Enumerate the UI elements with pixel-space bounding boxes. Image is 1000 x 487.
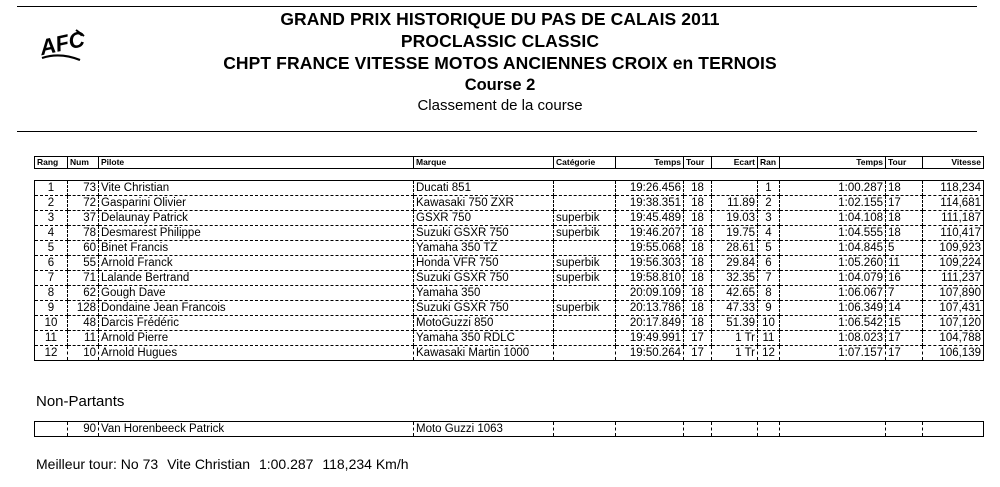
table-cell: 19:38.351 [616, 196, 684, 211]
course-title: Course 2 [464, 76, 536, 94]
table-cell: 19:45.489 [616, 211, 684, 226]
table-cell: 5 [886, 241, 923, 256]
table-cell: Suzuki GSXR 750 [414, 301, 554, 316]
best-lap [36, 456, 414, 472]
table-cell: 12 [35, 346, 68, 361]
table-cell: 10 [758, 316, 780, 331]
table-cell: 1:06.067 [780, 286, 886, 301]
table-cell [758, 422, 780, 437]
table-cell: 1:04.108 [780, 211, 886, 226]
table-cell: 90 [68, 422, 99, 437]
table-cell: 37 [68, 211, 99, 226]
table-cell: 11.89 [712, 196, 758, 211]
table-row [35, 211, 984, 226]
table-cell: 1:07.157 [780, 346, 886, 361]
table-cell: 128 [68, 301, 99, 316]
col-header: Tour [886, 157, 923, 169]
col-header: Temps [616, 157, 684, 169]
table-cell: Darcis Frédéric [99, 316, 414, 331]
table-cell: 4 [35, 226, 68, 241]
table-cell [554, 346, 616, 361]
table-cell: 60 [68, 241, 99, 256]
table-cell: 6 [758, 256, 780, 271]
best-lap-speed: 118,234 Km/h [322, 456, 409, 472]
title-line-3: CHPT FRANCE VITESSE MOTOS ANCIENNES CROIX en TERNOIS [223, 53, 777, 73]
best-lap-time: 1:00.287 [258, 456, 314, 472]
title-line-2: PROCLASSIC CLASSIC [400, 31, 600, 51]
table-cell: 18 [684, 226, 712, 241]
table-cell: Kawasaki 750 ZXR [414, 196, 554, 211]
col-header: Vitesse [923, 157, 984, 169]
table-cell: 110,417 [923, 226, 984, 241]
table-cell: 20:17.849 [616, 316, 684, 331]
col-header: Ran [758, 157, 780, 169]
col-header: Marque [414, 157, 554, 169]
table-cell: Desmarest Philippe [99, 226, 414, 241]
table-cell [35, 422, 68, 437]
table-cell: 1:06.349 [780, 301, 886, 316]
table-cell: 51.39 [712, 316, 758, 331]
table-cell [923, 422, 984, 437]
table-cell: 12 [758, 346, 780, 361]
table-cell: 1:00.287 [780, 181, 886, 196]
table-cell: 19:55.068 [616, 241, 684, 256]
table-cell: 28.61 [712, 241, 758, 256]
table-row [35, 331, 984, 346]
table-cell: 72 [68, 196, 99, 211]
table-cell: Arnold Pierre [99, 331, 414, 346]
table-cell: Vite Christian [99, 181, 414, 196]
table-cell: Dondaine Jean Francois [99, 301, 414, 316]
table-cell [554, 196, 616, 211]
table-cell: 11 [758, 331, 780, 346]
table-cell: 8 [758, 286, 780, 301]
table-cell: 8 [35, 286, 68, 301]
table-cell: 17 [886, 196, 923, 211]
table-cell [712, 181, 758, 196]
col-header: Rang [35, 157, 68, 169]
table-cell: 1:04.845 [780, 241, 886, 256]
table-cell: 18 [684, 301, 712, 316]
table-cell [554, 331, 616, 346]
header-rule [17, 131, 977, 132]
table-cell: 109,224 [923, 256, 984, 271]
table-cell: 18 [684, 196, 712, 211]
table-cell [554, 316, 616, 331]
table-cell: 104,788 [923, 331, 984, 346]
table-cell: 106,139 [923, 346, 984, 361]
table-cell: Suzuki GSXR 750 [414, 226, 554, 241]
table-cell: GSXR 750 [414, 211, 554, 226]
non-partants-table [34, 421, 984, 437]
table-row [35, 286, 984, 301]
table-cell: 7 [886, 286, 923, 301]
table-row [35, 346, 984, 361]
table-cell: 107,890 [923, 286, 984, 301]
table-cell: 111,187 [923, 211, 984, 226]
table-cell: 18 [684, 241, 712, 256]
table-cell: 19:50.264 [616, 346, 684, 361]
table-cell: 11 [35, 331, 68, 346]
table-cell: superbik [554, 211, 616, 226]
table-cell: 18 [684, 271, 712, 286]
table-cell: 78 [68, 226, 99, 241]
table-cell: 18 [684, 316, 712, 331]
table-cell: superbik [554, 226, 616, 241]
table-cell: 114,681 [923, 196, 984, 211]
table-cell: Honda VFR 750 [414, 256, 554, 271]
table-cell: Yamaha 350 [414, 286, 554, 301]
table-cell: Van Horenbeeck Patrick [99, 422, 414, 437]
results-header-row [35, 157, 984, 169]
table-cell: 15 [886, 316, 923, 331]
table-cell: 1:08.023 [780, 331, 886, 346]
table-cell: 107,120 [923, 316, 984, 331]
col-header: Ecart [712, 157, 758, 169]
table-cell: 19:49.991 [616, 331, 684, 346]
table-cell: superbik [554, 271, 616, 286]
table-cell: 7 [35, 271, 68, 286]
table-cell: 19.03 [712, 211, 758, 226]
table-cell: 18 [886, 226, 923, 241]
table-row [35, 316, 984, 331]
table-cell [886, 422, 923, 437]
table-cell: 1:04.079 [780, 271, 886, 286]
table-cell: 19:26.456 [616, 181, 684, 196]
table-cell: 1:04.555 [780, 226, 886, 241]
table-cell: 6 [35, 256, 68, 271]
table-cell: 17 [886, 346, 923, 361]
table-cell: 1 [35, 181, 68, 196]
best-lap-pilot: Vite Christian [167, 456, 251, 472]
header-titles [140, 8, 860, 116]
table-cell: 3 [35, 211, 68, 226]
table-cell: Yamaha 350 TZ [414, 241, 554, 256]
table-cell: 1:02.155 [780, 196, 886, 211]
table-cell: 109,923 [923, 241, 984, 256]
best-lap-label: Meilleur tour: No 73 [36, 456, 159, 472]
table-cell: Lalande Bertrand [99, 271, 414, 286]
table-cell: 71 [68, 271, 99, 286]
table-cell: 10 [35, 316, 68, 331]
table-cell: 1:06.542 [780, 316, 886, 331]
table-cell: 2 [35, 196, 68, 211]
table-cell: 47.33 [712, 301, 758, 316]
table-cell: 17 [886, 331, 923, 346]
logo-text: AFC [37, 26, 87, 61]
table-cell: Arnold Franck [99, 256, 414, 271]
table-cell: 16 [886, 271, 923, 286]
table-cell [616, 422, 684, 437]
table-cell [712, 422, 758, 437]
col-header: Tour [684, 157, 712, 169]
table-row [35, 271, 984, 286]
table-cell: 1:05.260 [780, 256, 886, 271]
table-cell: 118,234 [923, 181, 984, 196]
table-cell: 48 [68, 316, 99, 331]
table-cell: 7 [758, 271, 780, 286]
table-cell: 55 [68, 256, 99, 271]
table-cell: 4 [758, 226, 780, 241]
table-cell: 18 [684, 286, 712, 301]
table-cell: Suzuki GSXR 750 [414, 271, 554, 286]
table-row [35, 196, 984, 211]
table-cell: 11 [68, 331, 99, 346]
table-cell: superbik [554, 301, 616, 316]
non-partant-row [35, 422, 984, 437]
table-row [35, 226, 984, 241]
table-cell: 20:13.786 [616, 301, 684, 316]
table-cell: 5 [758, 241, 780, 256]
table-cell: 1 [758, 181, 780, 196]
col-header: Num [68, 157, 99, 169]
non-partants-label: Non-Partants [36, 393, 125, 410]
table-cell: Moto Guzzi 1063 [414, 422, 554, 437]
top-rule [17, 6, 977, 7]
table-cell: 107,431 [923, 301, 984, 316]
table-cell: 18 [684, 256, 712, 271]
table-cell [780, 422, 886, 437]
table-cell: 19.75 [712, 226, 758, 241]
col-header: Pilote [99, 157, 414, 169]
course-subtitle: Classement de la course [417, 97, 583, 114]
table-cell: 5 [35, 241, 68, 256]
table-cell: 18 [684, 181, 712, 196]
table-cell [554, 286, 616, 301]
table-cell [684, 422, 712, 437]
table-cell: 18 [684, 211, 712, 226]
table-cell: 17 [684, 346, 712, 361]
col-header: Catégorie [554, 157, 616, 169]
table-row [35, 241, 984, 256]
table-row [35, 256, 984, 271]
table-cell: 73 [68, 181, 99, 196]
table-cell: 11 [886, 256, 923, 271]
table-cell: 42.65 [712, 286, 758, 301]
col-header: Temps [780, 157, 886, 169]
table-cell: Kawasaki Martin 1000 [414, 346, 554, 361]
table-cell: 3 [758, 211, 780, 226]
table-cell: 19:46.207 [616, 226, 684, 241]
table-cell: 19:56.303 [616, 256, 684, 271]
table-row [35, 301, 984, 316]
table-cell: 32.35 [712, 271, 758, 286]
table-cell: 10 [68, 346, 99, 361]
table-cell: 1 Tr [712, 331, 758, 346]
table-cell: superbik [554, 256, 616, 271]
table-cell [554, 422, 616, 437]
table-cell: 14 [886, 301, 923, 316]
table-cell: Ducati 851 [414, 181, 554, 196]
table-cell: 2 [758, 196, 780, 211]
table-cell: 18 [886, 211, 923, 226]
afc-logo [36, 22, 92, 70]
table-cell: 19:58.810 [616, 271, 684, 286]
table-cell: Gasparini Olivier [99, 196, 414, 211]
table-cell: MotoGuzzi 850 [414, 316, 554, 331]
table-cell: Binet Francis [99, 241, 414, 256]
title-line-1: GRAND PRIX HISTORIQUE DU PAS DE CALAIS 2011 [280, 9, 720, 29]
table-cell [554, 241, 616, 256]
table-cell: 1 Tr [712, 346, 758, 361]
table-cell: Arnold Hugues [99, 346, 414, 361]
table-cell: 9 [35, 301, 68, 316]
table-cell: 111,237 [923, 271, 984, 286]
results-table [34, 156, 984, 361]
table-cell: Delaunay Patrick [99, 211, 414, 226]
table-row [35, 181, 984, 196]
table-cell: 20:09.109 [616, 286, 684, 301]
table-cell: 29.84 [712, 256, 758, 271]
table-cell [554, 181, 616, 196]
table-cell: 17 [684, 331, 712, 346]
table-cell: Gough Dave [99, 286, 414, 301]
table-cell: 62 [68, 286, 99, 301]
table-cell: 9 [758, 301, 780, 316]
table-cell: 18 [886, 181, 923, 196]
table-cell: Yamaha 350 RDLC [414, 331, 554, 346]
